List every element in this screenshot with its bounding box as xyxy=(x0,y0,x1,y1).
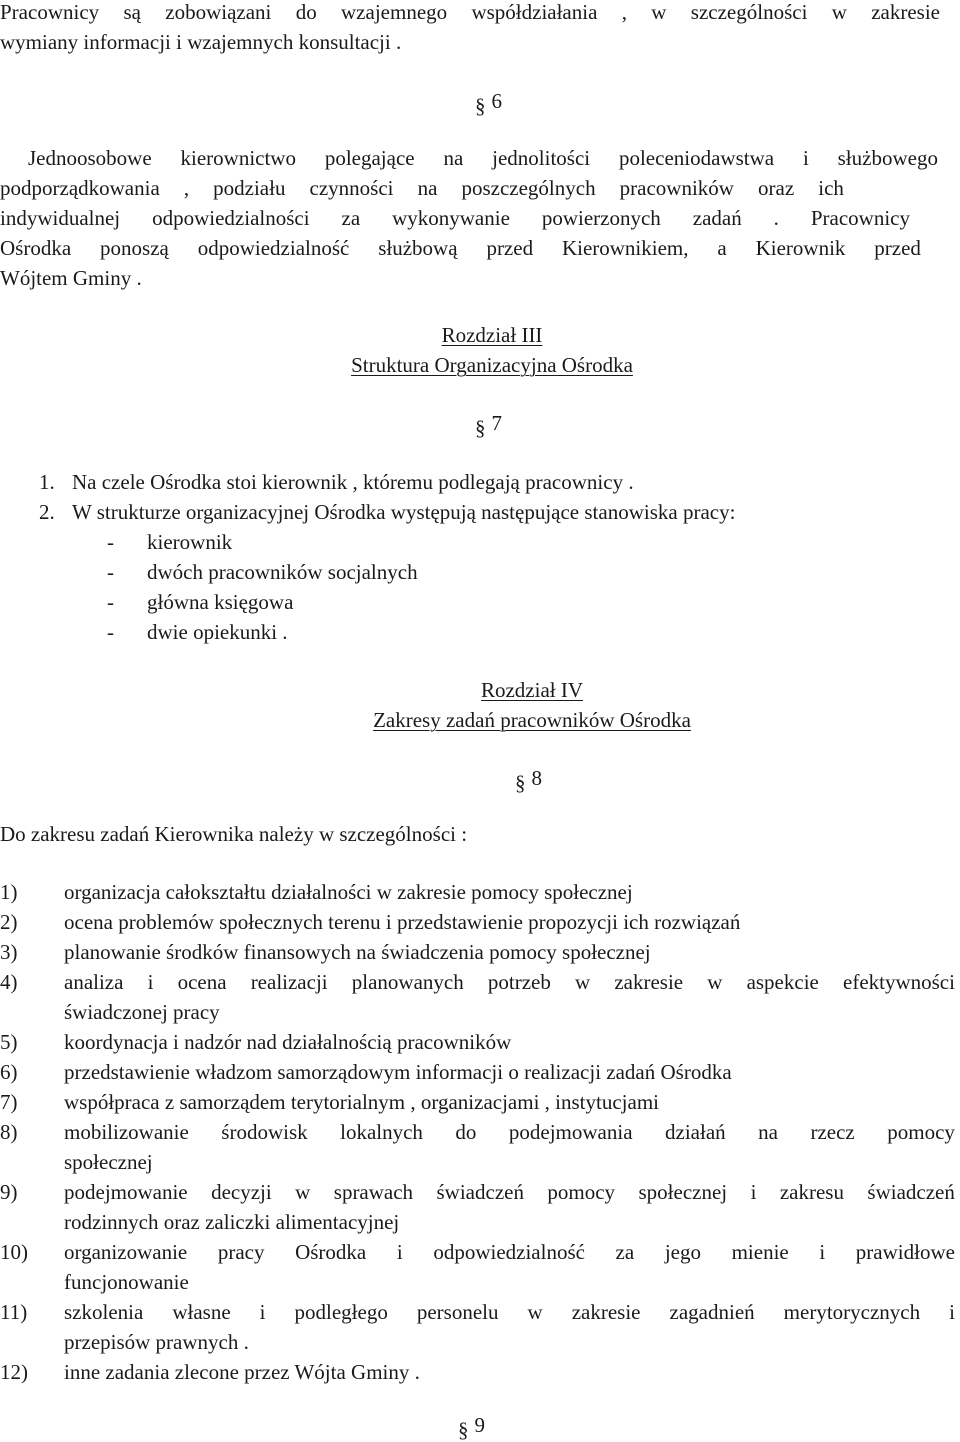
word: podporządkowania xyxy=(0,176,160,200)
word: służbowego xyxy=(837,146,938,170)
duty-number: 3) xyxy=(0,940,18,964)
section-symbol: § xyxy=(458,1418,469,1442)
word: w xyxy=(295,1180,311,1204)
word: Jednoosobowe xyxy=(28,146,152,170)
word: na xyxy=(443,146,464,170)
section-8-marker xyxy=(515,763,542,793)
duty-line: planowanie środków finansowych na świadczenia pomocy społecznej xyxy=(64,940,651,964)
word: i xyxy=(396,1240,403,1264)
word: zakresie xyxy=(871,0,940,24)
word: współdziałania xyxy=(471,0,598,24)
intro-line-2: wymiany informacji i wzajemnych konsultacji . xyxy=(0,30,402,54)
word: przed xyxy=(874,236,921,260)
word: Ośrodka xyxy=(0,236,72,260)
word: w xyxy=(527,1300,543,1324)
word: oraz xyxy=(758,176,795,200)
duty-line: organizacja całokształtu działalności w zakresie pomocy społecznej xyxy=(64,880,633,904)
duty-line xyxy=(64,1117,955,1147)
word: czynności xyxy=(309,176,394,200)
word: w xyxy=(651,0,667,24)
chapter-4-heading: Rozdział IV xyxy=(480,678,584,702)
duty-number: 7) xyxy=(0,1090,18,1114)
word: i xyxy=(802,146,809,170)
word: prawidłowe xyxy=(855,1240,955,1264)
s6-line-4 xyxy=(0,233,921,263)
word: wykonywanie xyxy=(392,206,510,230)
duty-number: 11) xyxy=(0,1300,28,1324)
word: organizowanie xyxy=(64,1240,188,1264)
duty-line xyxy=(64,1297,955,1327)
s7-item-text: Na czele Ośrodka stoi kierownik , któremu podlegają pracownicy . xyxy=(72,470,634,494)
word: poszczególnych xyxy=(461,176,596,200)
word: do xyxy=(295,0,317,24)
word: podejmowanie xyxy=(64,1180,188,1204)
word: Kierownikiem, xyxy=(561,236,689,260)
position-item: dwóch pracowników socjalnych xyxy=(147,560,418,584)
word: i xyxy=(147,970,154,994)
duty-number: 8) xyxy=(0,1120,18,1144)
duty-number: 1) xyxy=(0,880,18,904)
s8-lead: Do zakresu zadań Kierownika należy w szczególności : xyxy=(0,822,468,846)
word: szczególności xyxy=(690,0,808,24)
word: społecznej xyxy=(638,1180,728,1204)
position-dash: - xyxy=(107,620,114,644)
position-dash: - xyxy=(107,560,114,584)
word: pracowników xyxy=(619,176,734,200)
duty-line: koordynacja i nadzór nad działalnością pracowników xyxy=(64,1030,512,1054)
chapter-3-heading: Rozdział III xyxy=(441,323,543,347)
word: a xyxy=(717,236,727,260)
word: podejmowania xyxy=(508,1120,633,1144)
position-dash: - xyxy=(107,590,114,614)
duty-number: 10) xyxy=(0,1240,28,1264)
word: Kierownik xyxy=(755,236,846,260)
word: w xyxy=(707,970,723,994)
word: podziału xyxy=(213,176,286,200)
section-symbol: § xyxy=(475,416,486,440)
word: Ośrodka xyxy=(295,1240,367,1264)
word: pracy xyxy=(217,1240,265,1264)
word: rzecz xyxy=(810,1120,855,1144)
word: zakresie xyxy=(571,1300,641,1324)
word: aspekcie xyxy=(746,970,819,994)
word: analiza xyxy=(64,970,124,994)
word: i xyxy=(259,1300,266,1324)
word: zagadnień xyxy=(669,1300,755,1324)
duty-number: 6) xyxy=(0,1060,18,1084)
word: i xyxy=(819,1240,826,1264)
duty-line: rodzinnych oraz zaliczki alimentacyjnej xyxy=(64,1210,400,1234)
word: w xyxy=(831,0,847,24)
word: efektywności xyxy=(843,970,955,994)
word: planowanych xyxy=(351,970,464,994)
word: Pracownicy xyxy=(810,206,910,230)
s6-line-2 xyxy=(0,173,844,203)
word: jednolitości xyxy=(492,146,591,170)
s7-item-text: W strukturze organizacyjnej Ośrodka występują następujące stanowiska pracy: xyxy=(72,500,736,524)
duty-line xyxy=(64,967,955,997)
word: merytorycznych xyxy=(783,1300,921,1324)
word: , xyxy=(183,176,190,200)
word: odpowiedzialność xyxy=(197,236,350,260)
word: . xyxy=(773,206,779,230)
section-7-marker xyxy=(475,408,502,438)
section-number: 6 xyxy=(491,89,502,113)
duty-number: 2) xyxy=(0,910,18,934)
duty-number: 9) xyxy=(0,1180,18,1204)
word: zadań xyxy=(692,206,742,230)
section-9-marker xyxy=(458,1410,485,1440)
word: podległego xyxy=(294,1300,388,1324)
word: przed xyxy=(486,236,534,260)
word: za xyxy=(341,206,361,230)
word: decyzji xyxy=(211,1180,272,1204)
section-symbol: § xyxy=(515,771,526,795)
word: pomocy xyxy=(547,1180,616,1204)
word: ponoszą xyxy=(100,236,169,260)
duty-line: współpraca z samorządem terytorialnym , organizacjami , instytucjami xyxy=(64,1090,659,1114)
duty-line: przedstawienie władzom samorządowym informacji o realizacji zadań Ośrodka xyxy=(64,1060,732,1084)
word: na xyxy=(758,1120,778,1144)
word: działań xyxy=(665,1120,726,1144)
word: pomocy xyxy=(887,1120,955,1144)
word: sprawach xyxy=(333,1180,414,1204)
word: zakresie xyxy=(614,970,684,994)
word: świadczeń xyxy=(867,1180,955,1204)
chapter-3-title: Struktura Organizacyjna Ośrodka xyxy=(351,353,633,377)
word: zobowiązani xyxy=(165,0,272,24)
word: , xyxy=(621,0,627,24)
word: służbową xyxy=(378,236,458,260)
word: odpowiedzialności xyxy=(152,206,310,230)
section-number: 8 xyxy=(531,766,542,790)
word: wzajemnego xyxy=(341,0,448,24)
duty-number: 4) xyxy=(0,970,18,994)
position-dash: - xyxy=(107,530,114,554)
section-symbol: § xyxy=(475,94,486,118)
s6-line-3 xyxy=(0,203,910,233)
intro-line-1 xyxy=(0,0,940,27)
word: lokalnych xyxy=(340,1120,423,1144)
word: do xyxy=(455,1120,477,1144)
duty-number: 12) xyxy=(0,1360,28,1384)
s7-item-number: 2. xyxy=(39,500,55,524)
position-item: główna księgowa xyxy=(147,590,294,614)
word: powierzonych xyxy=(541,206,661,230)
word: indywidualnej xyxy=(0,206,121,230)
word: środowisk xyxy=(221,1120,308,1144)
word: na xyxy=(417,176,438,200)
s6-line-5: Wójtem Gminy . xyxy=(0,266,142,290)
section-6-marker xyxy=(475,86,502,116)
word: kierownictwo xyxy=(180,146,296,170)
duty-line: ocena problemów społecznych terenu i przedstawienie propozycji ich rozwiązań xyxy=(64,910,741,934)
word: własne xyxy=(172,1300,231,1324)
word: mienie xyxy=(731,1240,789,1264)
word: i xyxy=(949,1300,955,1324)
position-item: kierownik xyxy=(147,530,233,554)
s6-line-1 xyxy=(28,143,938,173)
duty-line: funcjonowanie xyxy=(64,1270,189,1294)
word: ocena xyxy=(177,970,227,994)
duty-line: świadczonej pracy xyxy=(64,1000,220,1024)
word: poleceniodawstwa xyxy=(618,146,775,170)
word: zakresu xyxy=(779,1180,844,1204)
duty-line: przepisów prawnych . xyxy=(64,1330,249,1354)
word: personelu xyxy=(416,1300,499,1324)
duty-line xyxy=(64,1177,955,1207)
word: świadczeń xyxy=(436,1180,524,1204)
s7-item-number: 1. xyxy=(39,470,55,494)
word: mobilizowanie xyxy=(64,1120,189,1144)
section-number: 7 xyxy=(491,411,502,435)
word: Pracownicy xyxy=(0,0,100,24)
word: polegające xyxy=(324,146,415,170)
duty-line xyxy=(64,1237,955,1267)
position-item: dwie opiekunki . xyxy=(147,620,288,644)
section-number: 9 xyxy=(474,1413,485,1437)
word: odpowiedzialność xyxy=(433,1240,585,1264)
word: za xyxy=(615,1240,635,1264)
duty-line: społecznej xyxy=(64,1150,153,1174)
word: szkolenia xyxy=(64,1300,144,1324)
chapter-4-title: Zakresy zadań pracowników Ośrodka xyxy=(373,708,691,732)
word: realizacji xyxy=(250,970,328,994)
duty-line: inne zadania zlecone przez Wójta Gminy . xyxy=(64,1360,420,1384)
word: i xyxy=(750,1180,757,1204)
word: jego xyxy=(664,1240,701,1264)
word: ich xyxy=(818,176,844,200)
word: są xyxy=(123,0,141,24)
word: w xyxy=(575,970,591,994)
duty-number: 5) xyxy=(0,1030,18,1054)
word: potrzeb xyxy=(487,970,551,994)
